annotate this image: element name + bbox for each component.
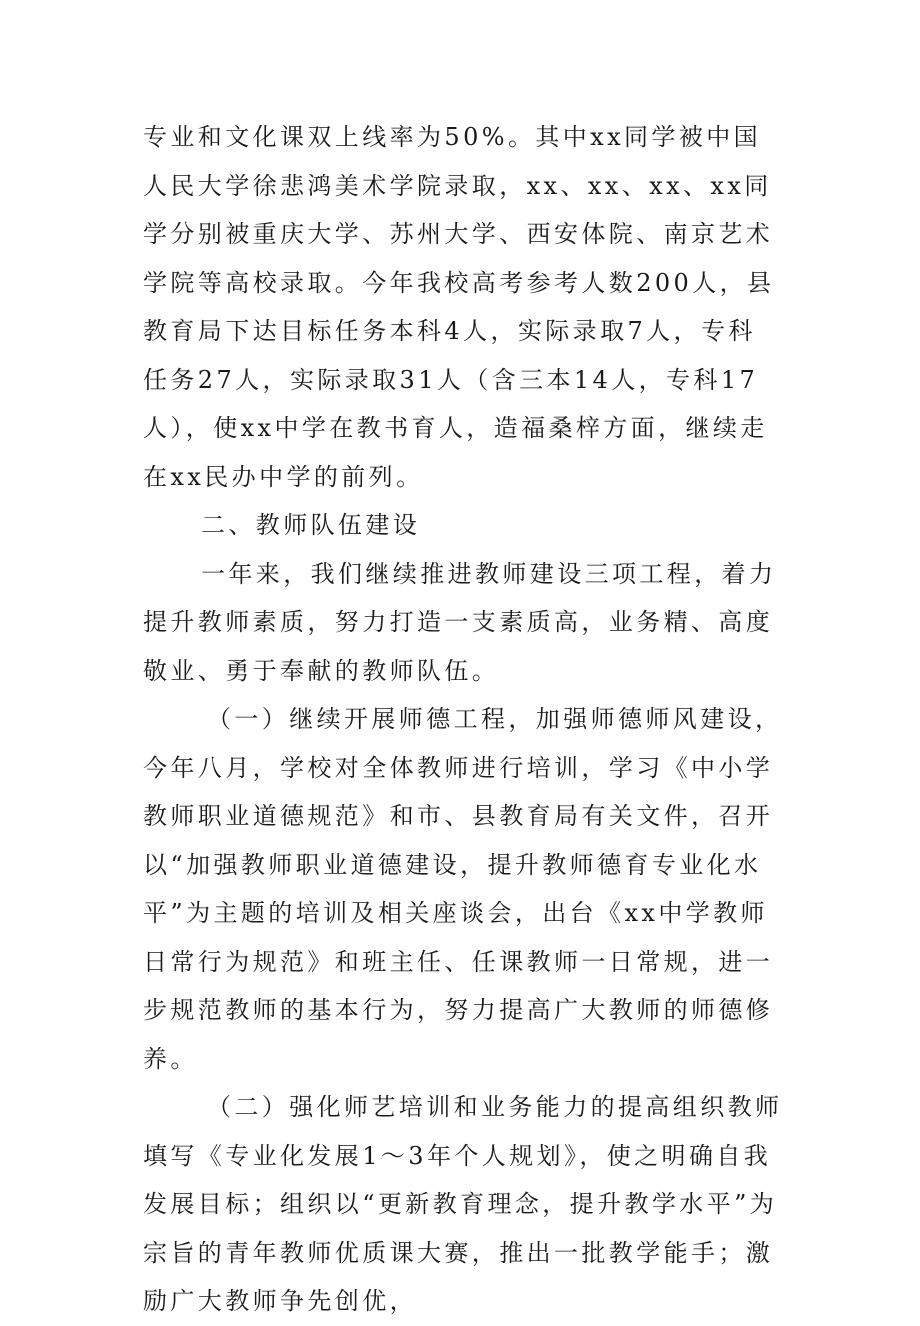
paragraph-admissions: 专业和文化课双上线率为50%。其中xx同学被中国人民大学徐悲鸿美术学院录取，xx、xx、xx、xx同学分别被重庆大学、苏州大学、西安体院、南京艺术学院等高校录取。今年我校高考参考人数200人，县教育局下达目标任务本科4人，实际录取7人，专科任务27人，实际录取31人（含三本14人，专科17人），使xx中学在教书育人，造福桑梓方面，继续走在xx民办中学的前列。 [143, 123, 775, 491]
document-body [143, 113, 783, 1326]
paragraph-teacher-training: （二）强化师艺培训和业务能力的提高组织教师填写《专业化发展1～3年个人规划》，使之明确自我发展目标；组织以“更新教育理念，提升教学水平”为宗旨的青年教师优质课大赛，推出一批教学能手；激励广大教师争先创优， [143, 1093, 783, 1315]
section-heading-teacher-team: 二、教师队伍建设 [201, 511, 421, 539]
paragraph-teacher-ethics: （一）继续开展师德工程，加强师德师风建设，今年八月，学校对全体教师进行培训，学习《中小学教师职业道德规范》和市、县教育局有关文件，召开以“加强教师职业道德建设，提升教师德育专业化水平”为主题的培训及相关座谈会，出台《xx中学教师日常行为规范》和班主任、任课教师一日常规，进一步规范教师的基本行为，努力提高广大教师的师德修养。 [143, 705, 783, 1073]
paragraph-teacher-overview: 一年来，我们继续推进教师建设三项工程，着力提升教师素质，努力打造一支素质高，业务精、高度敬业、勇于奉献的教师队伍。 [143, 559, 777, 685]
